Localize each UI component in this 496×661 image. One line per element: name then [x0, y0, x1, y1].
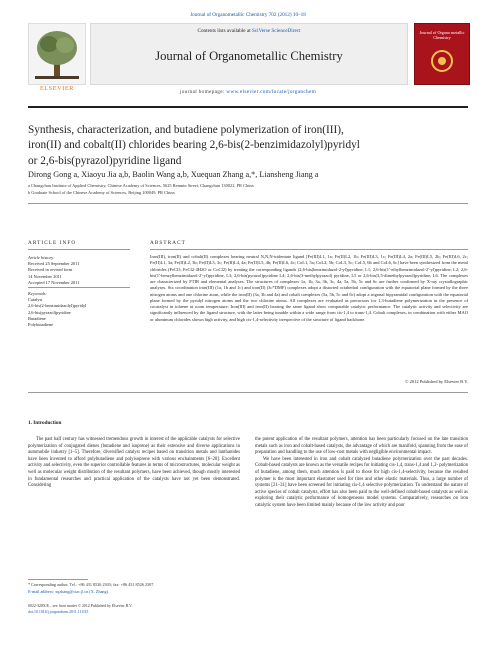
article-info-rule — [28, 249, 130, 250]
abstract-text: Iron(III), iron(II) and cobalt(II) complexes bearing neutral N,N,N-tridentate ligand [Fe(III)L1, 1a; Fe(II)L2, 1b; Fe(III)L3, 1c; Fe(III)L4, 2a; Fe(III)L5, 2b; Fe(III)L6, 2c; Fe(II)L1, 3a; Fe(II)L2, 3b; Fe(II)L3, 3c; Fe(II)L4, 4a; Fe(II)L5, 4b; Fe(II)L6, 4c; CoL1, 5a; CoL2, 5b; CoL3, 5c; CoL5, 6b and CoL6, 6c] have been synthesized from the metal chlorides (FeCl3, FeCl2·4H2O or CoCl2) by treating the corresponding ligands (2,6-bis(benzimidazol-2-yl)pyridine, L1; 2,6-bis(1'-ethylbenzimidazol-2'-yl)pyridine, L2; 2,6-bis(1'-benzylbenzimidazol-2'-yl)pyridine, L3; 2,6-bis(pyrazol)pyridine L4; 2,6-bis(3-methylpyrazol) pyridine, L5 or 2,6-bis(3,5-dimethylpyrazol)pyridine, L6. The complexes are characterized by FTIR and elemental analyses. The structures of complexes 1a, 1b, 3a, 3b, 3c, 4a, 5a, 5b, 5c and 6c are further confirmed by X-ray crystallographic analyses. Six coordination iron(III) (1a, 1b and 1c) and iron(II) (3c*DMF) complexes adopt a distorted octahedral configuration with the equatorial plane formed by the three nitrogen atoms and one chlorine atom, while the iron(II) (3a, 3b and 4a) and cobalt complexes (5a, 5b, 5c and 6c) adopt a trigonal bipyramidal configuration with the equatorial plane formed by the pyridyl nitrogen atoms and the two chlorine atoms. All complexes are evaluated as precursors for 1,3-butadiene polymerization in the presence of cocatalyst in toluene at room temperature. Iron(III) and iron(II) bearing the same ligand show comparable catalytic performance. The catalytic activity and selectivity are significantly influenced by the ligand structure, with the latter being tunable within a wide range from cis-1,4 to trans-1,4. Cobalt complexes, in combination with either MAO or aluminum chlorides shown high activity, and high cis-1,4-selectivity irrespective of the structure of ligand backbone. — [150, 254, 468, 322]
intro-left-column — [28, 437, 240, 490]
introduction-heading: 1. Introduction — [28, 420, 62, 426]
journal-cover-thumbnail — [414, 23, 470, 85]
history-label: Article history: — [28, 255, 55, 260]
doi-link[interactable]: doi:10.1016/j.jorganchem.2011.11.025 — [28, 610, 89, 614]
affiliation-a: a Changchun Institute of Applied Chemistry, Chinese Academy of Sciences, 5625 Renmin Street, Changchun 130022, PR China — [28, 183, 254, 188]
article-title — [28, 123, 468, 169]
journal-banner — [90, 23, 408, 85]
publisher-name: ELSEVIER — [39, 85, 74, 92]
keyword-item: 2,6-bis(2-benzimidazolyl)pyridyl — [28, 303, 87, 309]
title-line-2: iron(II) and cobalt(II) chlorides bearing 2,6-bis(2-benzimidazolyl)pyridyl — [28, 139, 360, 152]
masthead — [28, 23, 468, 101]
keyword-item: Butadiene — [28, 315, 46, 321]
homepage-prefix: journal homepage: — [179, 89, 225, 95]
keywords-rule — [28, 287, 130, 288]
homepage-link[interactable]: www.elsevier.com/locate/jorganchem — [226, 89, 317, 95]
intro-right-column — [255, 437, 468, 510]
abstract-copyright: © 2012 Published by Elsevier B.V. — [405, 379, 468, 384]
journal-title: Journal of Organometallic Chemistry — [155, 49, 343, 63]
affiliation-divider — [28, 203, 468, 204]
keyword-item: 2,6-bis(pyrazol)pyridine — [28, 309, 71, 315]
intro-paragraph-3: We have been interested in iron and cobalt catalyzed butadiene polymerization over the past decades. Cobalt-based catalysts are known as the versatile recipes for initiating cis-1,4, trans-1,4 and 1,2- polymerization of butadiene, among them, much attention is paid to those for high cis-1,4-selectivity, because the resulted polymer is the most important elastomer used for tires and other elastic materials. Thus, a large number of systems [21–31] have been screened for initiating cis-1,4 selective polymerization. To understand the nature of active species of cobalt catalysts, effort has also been paid to the well-defined cobalt-based catalysts as well as exploring their catalytic performance of homogeneous model systems. Comparatively, researches on iron catalytic system have been limited mainly because of the low activity and poor — [255, 456, 468, 508]
sciencedirect-link[interactable]: SciVerse ScienceDirect — [251, 28, 301, 34]
cover-title: Journal of Organo metallic Chemistry — [419, 30, 465, 40]
author-list: Dirong Gong a, Xiaoyu Jia a,b, Baolin Wang a,b, Xuequan Zhang a,*, Liansheng Jiang a — [28, 170, 319, 179]
email-address[interactable]: E-mail address: xqzhang@ciac.jl.cn (X. Zhang). — [28, 589, 110, 594]
title-line-1: Synthesis, characterization, and butadiene polymerization of iron(III), — [28, 124, 344, 136]
keywords-label: Keywords: — [28, 291, 47, 296]
corresponding-author-note: * Corresponding author. Tel.: +86 431 8526 2303; fax: +86 431 8526 2307. — [28, 582, 155, 587]
article-info-heading: ARTICLE INFO — [28, 240, 77, 246]
abstract-bottom-rule — [28, 392, 468, 393]
journal-homepage — [90, 89, 406, 95]
elsevier-tree-logo — [28, 23, 86, 85]
abstract-rule — [150, 249, 468, 250]
intro-paragraph-2: the potent application of the resultant polymers, attention has been particularly focused on the late transition metals such as iron and cobalt-based catalysts, the advantage of which are manifold, spanning from the ease of preparation and handling to the use of low-cost metals with negligible environmental impact. — [255, 437, 468, 456]
cover-graphic-icon — [427, 48, 457, 74]
keyword-item: Catalyst — [28, 297, 43, 303]
history-received: Received 25 September 2011 — [28, 261, 80, 267]
issn-line: 0022-328X/$ – see front matter © 2012 Published by Elsevier B.V. — [28, 604, 133, 608]
keyword-item: Polybutadiene — [28, 322, 54, 328]
header-divider — [28, 106, 468, 108]
history-revised: Received in revised form — [28, 267, 73, 273]
history-revised-date: 14 November 2011 — [28, 273, 62, 279]
contents-prefix: Contents lists available at — [197, 28, 251, 34]
keywords-block — [28, 291, 130, 328]
history-accepted: Accepted 17 November 2011 — [28, 279, 80, 285]
footnote-rule — [28, 579, 88, 580]
title-line-3: or 2,6-bis(pyrazol)pyridine ligand — [28, 154, 182, 167]
affiliation-b: b Graduate School of the Chinese Academy of Sciences, Beijing 100049, PR China — [28, 190, 175, 195]
journal-reference[interactable]: Journal of Organometallic Chemistry 702 (2012) 10–18 — [190, 12, 306, 18]
intro-paragraph-1: The past half century has witnessed tremendous growth in interest of the applicable catalysts for selective polymerization of conjugated dienes (butadiene and isoprene) as their extensive and diverse applications in automobile industry [1–5]. Therefore, diversified catalyst recipes based on transition metals and lanthanides have been invented to afford polybutadiene and polyisoprene with various enchainments [6–20]. Excellent activity and selectivity, even the superior controllable features in terms of microstructures, molecular weight as well as molecular weight distribution of the resultant polymers, have been achieved, though mostly interested in fundamental researches and practical application of the catalysts have not yet been demonstrated. Considering — [28, 437, 240, 489]
contents-line — [91, 28, 407, 34]
abstract-heading: ABSTRACT — [150, 240, 186, 246]
article-history — [28, 255, 130, 286]
